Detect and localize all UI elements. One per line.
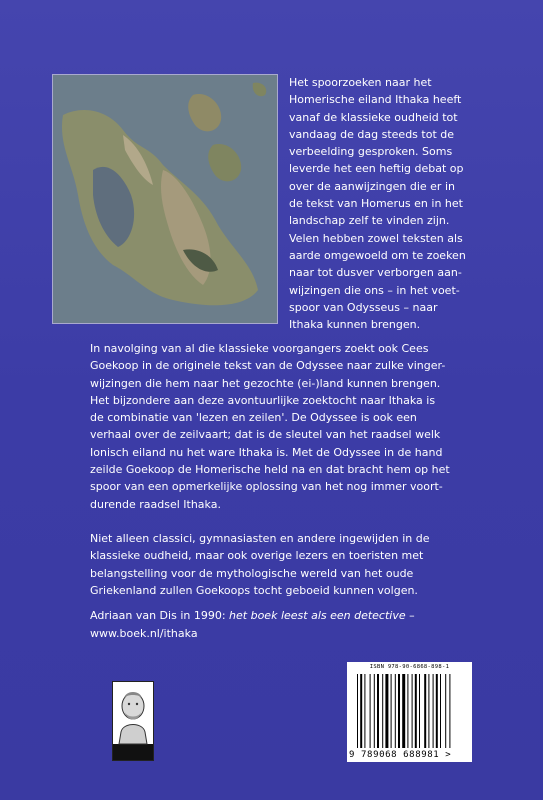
body-paragraph-2: Niet alleen classici, gymnasiasten en andere ingewijden in de klassieke oudheid, maar ook overige lezers en toeristen met belangstelling voor de mythologische wereld van het oude Griekenland zullen Goekoops tocht geboeid kunnen volgen.: [90, 532, 430, 597]
barcode-digits: 9 789068 688981 >: [349, 750, 452, 760]
intro-text: Het spoorzoeken naar het Homerische eiland Ithaka heeft vanaf de klassieke oudheid tot vandaag de dag steeds tot de verbeelding gesproken. Soms leverde het een heftig debat op over de aanwijzingen die er in de tekst van Homerus en in het landschap zelf te vinden zijn. Velen hebben zowel teksten als aarde omgewoeld om te zoeken naar tot dusver verborgen aan- wijzingen die ons – in het voet- spoor van Odysseus – naar Ithaka kunnen brengen.: [289, 76, 466, 332]
review-quote: Adriaan van Dis in 1990: het boek leest als een detective – www.boek.nl/ithaka: [90, 609, 415, 640]
bust-sculpture-logo: [112, 681, 154, 761]
quote-source: Adriaan van Dis in 1990:: [90, 609, 230, 622]
website-link[interactable]: www.boek.nl/ithaka: [90, 627, 198, 640]
quote-text: het boek leest als een detective: [229, 609, 406, 622]
isbn-label: ISBN 978-90-6868-898-1: [369, 664, 450, 670]
satellite-island-photo: [52, 74, 278, 324]
barcode-bars: [355, 674, 465, 748]
body-paragraph-1: In navolging van al die klassieke voorgangers zoekt ook Cees Goekoop in de originele tekst van de Odyssee naar zulke vinger- wijzingen die hem naar het gezochte (ei-)land kunnen brengen. Het bijzondere aan deze avontuurlijke zoektocht naar Ithaka is de combinatie van 'lezen en zeilen'. De Odyssee is ook een verhaal over de zeilvaart; dat is de sleutel van het raadsel welk Ionisch eiland nu het ware Ithaka is. Met de Odyssee in de hand zeilde Goekoop de Homerische held na en dat bracht hem op het spoor van een opmerkelijke oplossing van het nog immer voort- durende raadsel Ithaka.: [90, 342, 450, 511]
isbn-barcode: [347, 662, 472, 762]
